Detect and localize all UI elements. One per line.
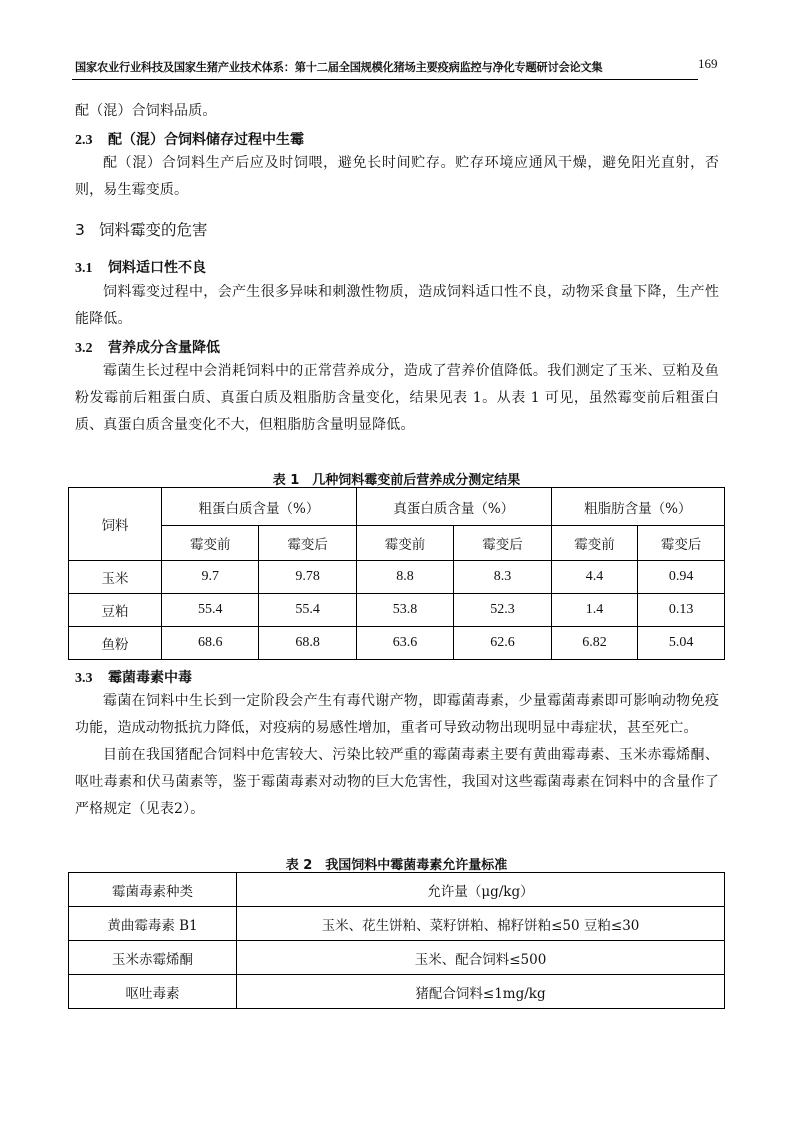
paragraph: 目前在我国猪配合饲料中危害较大、污染比较严重的霉菌毒素主要有黄曲霉毒素、玉米赤霉烯酮、呕吐毒素和伏马菌素等，鉴于霉菌毒素对动物的巨大危害性，我国对这些霉菌毒素在饲料中的含量作了严格规定（见表2）。 — [75, 747, 719, 817]
cell: 5.04 — [638, 627, 725, 660]
cell: 68.6 — [162, 627, 259, 660]
table-row — [69, 561, 725, 594]
table-header: 饲料 — [69, 488, 162, 561]
table-subheader: 霉变后 — [638, 526, 725, 561]
row-label: 鱼粉 — [69, 627, 162, 660]
table-header: 粗脂肪含量（%） — [551, 488, 724, 526]
table2 — [68, 872, 725, 1009]
cell: 53.8 — [356, 594, 453, 627]
section-number: 3.3 — [75, 671, 93, 686]
paragraph: 配（混）合饲料生产后应及时饲喂，避免长时间贮存。贮存环境应通风干燥，避免阳光直射，否则，易生霉变质。 — [75, 155, 719, 198]
paragraph: 配（混）合饲料品质。 — [75, 103, 217, 119]
cell: 猪配合饲料≤1mg/kg — [237, 975, 725, 1009]
table-header: 允许量（μg/kg） — [237, 873, 725, 907]
row-label: 豆粕 — [69, 594, 162, 627]
table1 — [68, 487, 725, 660]
section-heading-3-1 — [75, 257, 206, 277]
cell: 玉米、花生饼粕、菜籽饼粕、棉籽饼粕≤50 豆粕≤30 — [237, 907, 725, 941]
cell: 62.6 — [454, 627, 551, 660]
cell: 1.4 — [551, 594, 638, 627]
cell: 55.4 — [162, 594, 259, 627]
table-row — [69, 627, 725, 660]
section-heading-3-3 — [75, 667, 192, 687]
table1-caption: 表 1 几种饲料霉变前后营养成分测定结果 — [272, 473, 521, 488]
section-title: 霉菌毒素中毒 — [108, 670, 192, 686]
table2-caption: 表 2 我国饲料中霉菌毒素允许量标准 — [285, 858, 508, 873]
cell: 68.8 — [259, 627, 356, 660]
table-subheader: 霉变前 — [356, 526, 453, 561]
cell: 9.78 — [259, 561, 356, 594]
section-title: 饲料适口性不良 — [108, 260, 206, 276]
section-heading-2-3 — [75, 129, 304, 149]
cell: 8.3 — [454, 561, 551, 594]
section-heading-3 — [75, 218, 208, 240]
table-row — [69, 907, 725, 941]
paragraph: 饲料霉变过程中，会产生很多异味和刺激性物质，造成饲料适口性不良，动物采食量下降，生产性能降低。 — [75, 284, 719, 327]
table-subheader: 霉变后 — [454, 526, 551, 561]
table-header: 霉菌毒素种类 — [69, 873, 237, 907]
section-number: 3.2 — [75, 341, 93, 356]
table-subheader: 霉变前 — [551, 526, 638, 561]
cell: 9.7 — [162, 561, 259, 594]
row-label: 玉米 — [69, 561, 162, 594]
table-row — [69, 941, 725, 975]
cell: 63.6 — [356, 627, 453, 660]
cell: 玉米赤霉烯酮 — [69, 941, 237, 975]
section-heading-3-2 — [75, 337, 220, 357]
cell: 4.4 — [551, 561, 638, 594]
section-number: 3 — [75, 221, 85, 239]
cell: 0.94 — [638, 561, 725, 594]
paragraph: 霉菌生长过程中会消耗饲料中的正常营养成分，造成了营养价值降低。我们测定了玉米、豆粕及鱼粉发霉前后粗蛋白质、真蛋白质及粗脂肪含量变化，结果见表 1。从表 1 可见，虽然霉变前后粗蛋白质、真蛋白质含量变化不大，但粗脂肪含量明显降低。 — [75, 363, 719, 433]
section-title: 配（混）合饲料储存过程中生霉 — [108, 132, 304, 148]
cell: 黄曲霉毒素 B1 — [69, 907, 237, 941]
cell: 8.8 — [356, 561, 453, 594]
section-number: 2.3 — [75, 133, 93, 148]
table-header: 真蛋白质含量（%） — [356, 488, 551, 526]
table-subheader: 霉变前 — [162, 526, 259, 561]
section-title: 饲料霉变的危害 — [99, 221, 208, 239]
table-row — [69, 975, 725, 1009]
cell: 呕吐毒素 — [69, 975, 237, 1009]
table-row — [69, 594, 725, 627]
running-header: 国家农业行业科技及国家生猪产业技术体系：第十二届全国规模化猪场主要疫病监控与净化专题研讨会论文集 — [75, 61, 603, 74]
table-header: 粗蛋白质含量（%） — [162, 488, 357, 526]
section-title: 营养成分含量降低 — [108, 340, 220, 356]
page-number: 169 — [698, 56, 718, 71]
cell: 6.82 — [551, 627, 638, 660]
cell: 0.13 — [638, 594, 725, 627]
section-number: 3.1 — [75, 261, 93, 276]
paragraph: 霉菌在饲料中生长到一定阶段会产生有毒代谢产物，即霉菌毒素，少量霉菌毒素即可影响动物免疫功能，造成动物抵抗力降低，对疫病的易感性增加，重者可导致动物出现明显中毒症状，甚至死亡。 — [75, 693, 719, 736]
table-subheader: 霉变后 — [259, 526, 356, 561]
cell: 55.4 — [259, 594, 356, 627]
cell: 玉米、配合饲料≤500 — [237, 941, 725, 975]
header-rule — [72, 79, 698, 80]
cell: 52.3 — [454, 594, 551, 627]
